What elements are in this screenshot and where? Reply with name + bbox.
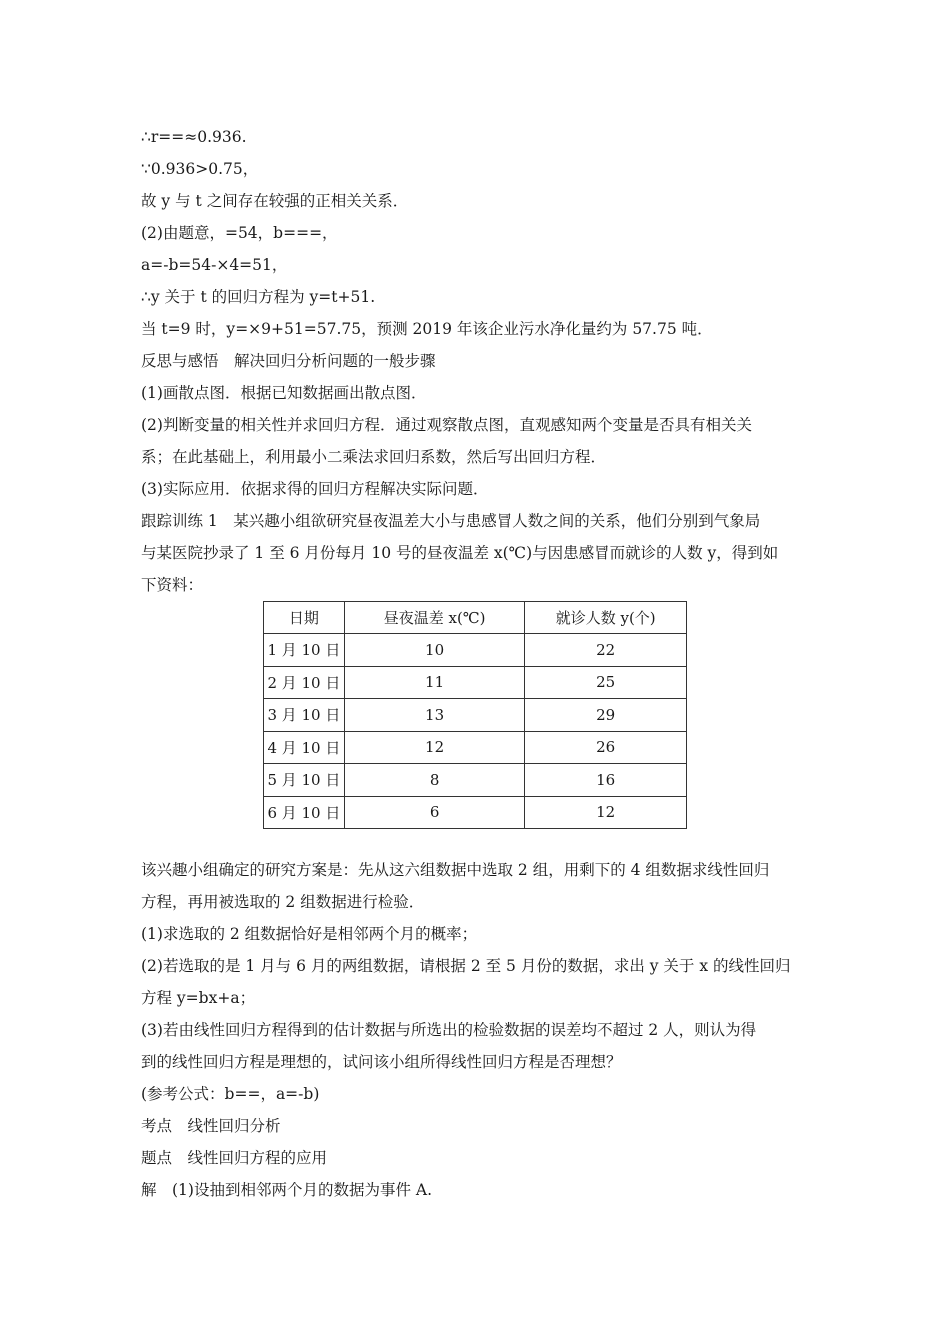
text-line: 方程 y=bx+a； xyxy=(141,989,256,1007)
text-line: 该兴趣小组确定的研究方案是：先从这六组数据中选取 2 组，用剩下的 4 组数据求线性回归 xyxy=(141,861,770,879)
text-line: a=-b=54-×4=51， xyxy=(141,256,288,274)
cell-count: 29 xyxy=(525,699,687,732)
cell-count: 26 xyxy=(525,731,687,764)
text-line: 当 t=9 时，y=×9+51=57.75，预测 2019 年该企业污水净化量约为 57.75 吨． xyxy=(141,320,713,338)
cell-count: 12 xyxy=(525,796,687,829)
problem-heading: 跟踪训练 1 某兴趣小组欲研究昼夜温差大小与患感冒人数之间的关系，他们分别到气象局 xyxy=(141,512,761,530)
text-line: ∵0.936>0.75， xyxy=(141,160,259,178)
text-line: ∴y 关于 t 的回归方程为 y=t+51. xyxy=(141,288,376,306)
topic-label: 考点 线性回归分析 xyxy=(141,1117,281,1135)
question-1: (1)求选取的 2 组数据恰好是相邻两个月的概率； xyxy=(141,925,478,943)
cell-date: 3 月 10 日 xyxy=(264,699,345,732)
question-3: (3)若由线性回归方程得到的估计数据与所选出的检验数据的误差均不超过 2 人，则认为得 xyxy=(141,1021,757,1039)
header-date: 日期 xyxy=(264,602,345,634)
cell-date: 5 月 10 日 xyxy=(264,764,345,797)
cell-temp: 8 xyxy=(344,764,525,797)
text-line: 与某医院抄录了 1 至 6 月份每月 10 号的昼夜温差 x(℃)与因患感冒而就诊的人数 y，得到如 xyxy=(141,544,779,562)
cell-date: 4 月 10 日 xyxy=(264,731,345,764)
solution-start: 解 (1)设抽到相邻两个月的数据为事件 A. xyxy=(141,1181,433,1199)
cell-temp: 11 xyxy=(344,666,525,699)
table-row xyxy=(264,666,687,699)
cell-count: 25 xyxy=(525,666,687,699)
table-row xyxy=(264,634,687,667)
question-2: (2)若选取的是 1 月与 6 月的两组数据，请根据 2 至 5 月份的数据，求出 y 关于 x 的线性回归 xyxy=(141,957,791,975)
table-row xyxy=(264,764,687,797)
table-row xyxy=(264,796,687,829)
text-line: 系；在此基础上，利用最小二乘法求回归系数，然后写出回归方程． xyxy=(141,448,607,466)
text-line: (2)由题意，=54，b===， xyxy=(141,224,338,242)
cell-temp: 10 xyxy=(344,634,525,667)
reference-formula: (参考公式：b==，a=-b) xyxy=(141,1085,320,1103)
data-table xyxy=(263,601,687,829)
table-row xyxy=(264,699,687,732)
text-line: ∴r==≈0.936. xyxy=(141,128,247,146)
text-line: (2)判断变量的相关性并求回归方程．通过观察散点图，直观感知两个变量是否具有相关关 xyxy=(141,416,752,434)
header-patients: 就诊人数 y(个) xyxy=(525,602,687,634)
cell-date: 1 月 10 日 xyxy=(264,634,345,667)
section-heading: 反思与感悟 解决回归分析问题的一般步骤 xyxy=(141,352,436,370)
cell-count: 22 xyxy=(525,634,687,667)
cell-temp: 13 xyxy=(344,699,525,732)
text-line: 下资料： xyxy=(141,576,204,594)
table-row xyxy=(264,731,687,764)
text-line: 故 y 与 t 之间存在较强的正相关关系． xyxy=(141,192,409,210)
cell-temp: 6 xyxy=(344,796,525,829)
cell-temp: 12 xyxy=(344,731,525,764)
table-header-row xyxy=(264,602,687,634)
subtopic-label: 题点 线性回归方程的应用 xyxy=(141,1149,328,1167)
text-line: (1)画散点图．根据已知数据画出散点图． xyxy=(141,384,427,402)
text-line: 方程，再用被选取的 2 组数据进行检验． xyxy=(141,893,425,911)
cell-date: 2 月 10 日 xyxy=(264,666,345,699)
header-temp-diff: 昼夜温差 x(℃) xyxy=(344,602,525,634)
text-line: 到的线性回归方程是理想的，试问该小组所得线性回归方程是否理想？ xyxy=(141,1053,622,1071)
cell-date: 6 月 10 日 xyxy=(264,796,345,829)
cell-count: 16 xyxy=(525,764,687,797)
text-line: (3)实际应用．依据求得的回归方程解决实际问题． xyxy=(141,480,489,498)
